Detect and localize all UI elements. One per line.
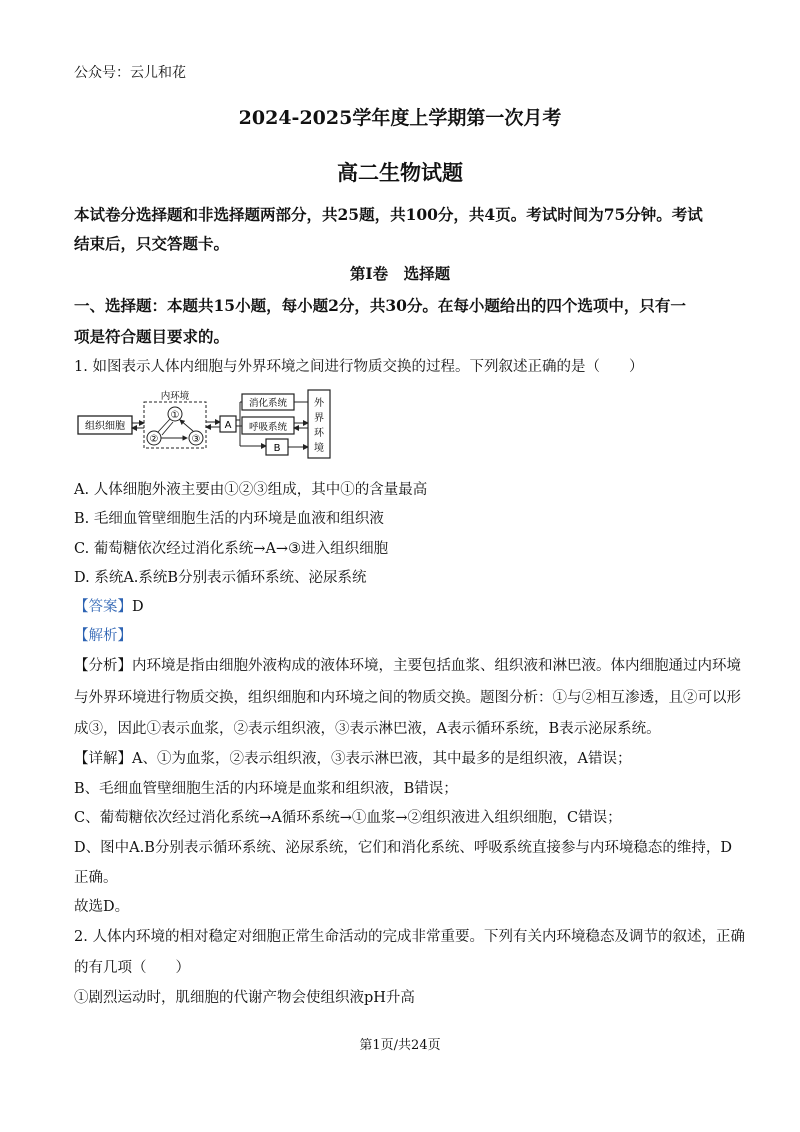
detail-line-3: C、葡萄糖依次经过消化系统→A循环系统→①血浆→②组织液进入组织细胞，C错误； <box>74 810 622 826</box>
answer-value: D <box>132 599 144 615</box>
question-2-stem-1: 2. 人体内环境的相对稳定对细胞正常生命活动的完成非常重要。下列有关内环境稳态及调节的叙述，正确 <box>74 929 745 945</box>
analysis-tag: 【解析】 <box>74 628 132 644</box>
intro-line-1: 本试卷分选择题和非选择题两部分，共25题，共100分，共4页。考试时间为75分钟。考试 <box>74 205 703 224</box>
xiangjie-tag: 【详解】 <box>74 751 132 767</box>
fenxi-tag: 【分析】 <box>74 658 132 674</box>
answer-line <box>74 595 144 616</box>
option-d: D. 系统A.系统B分别表示循环系统、泌尿系统 <box>74 570 367 586</box>
svg-text:环: 环 <box>314 428 324 439</box>
option-c: C. 葡萄糖依次经过消化系统→A→③进入组织细胞 <box>74 541 389 557</box>
option-b: B. 毛细血管壁细胞生活的内环境是血液和组织液 <box>74 511 384 527</box>
svg-text:③: ③ <box>191 434 201 445</box>
question-1-stem: 1. 如图表示人体内细胞与外界环境之间进行物质交换的过程。下列叙述正确的是（ ） <box>74 359 644 375</box>
watermark-text: 公众号：云儿和花 <box>74 65 186 81</box>
part-heading-line-1: 一、选择题：本题共15小题，每小题2分，共30分。在每小题给出的四个选项中，只有一 <box>74 296 686 315</box>
exchange-diagram <box>72 386 342 462</box>
exam-subtitle: 高二生物试题 <box>337 160 463 185</box>
inner-env-label: 内环境 <box>160 391 190 402</box>
page-footer: 第1页/共24页 <box>359 1038 441 1053</box>
analysis-line-2: 与外界环境进行物质交换，组织细胞和内环境之间的物质交换。题图分析：①与②相互渗透，且②可以形 <box>74 690 741 706</box>
analysis-line-3: 成③，因此①表示血浆，②表示组织液，③表示淋巴液，A表示循环系统，B表示泌尿系统。 <box>74 721 661 737</box>
part-heading-line-2: 项是符合题目要求的。 <box>74 327 230 346</box>
svg-text:境: 境 <box>314 443 324 454</box>
detail-line-1: 【详解】A、①为血浆，②表示组织液，③表示淋巴液，其中最多的是组织液，A错误； <box>74 751 632 767</box>
tissue-cell-label: 组织细胞 <box>85 421 125 432</box>
svg-text:①: ① <box>170 410 180 421</box>
section-title: 第Ⅰ卷 选择题 <box>349 264 451 283</box>
svg-text:②: ② <box>149 434 159 445</box>
system-a-label: A <box>224 420 232 431</box>
option-a: A. 人体细胞外液主要由①②③组成，其中①的含量最高 <box>74 482 428 498</box>
intro-line-2: 结束后，只交答题卡。 <box>74 234 230 253</box>
analysis-line-1: 【分析】内环境是指由细胞外液构成的液体环境，主要包括血浆、组织液和淋巴液。体内细胞通过内环境 <box>74 658 741 674</box>
svg-text:界: 界 <box>314 413 324 424</box>
question-2-stem-2: 的有几项（ ） <box>74 960 190 976</box>
respiratory-system-label: 呼吸系统 <box>248 422 288 433</box>
exam-title: 2024-2025学年度上学期第一次月考 <box>238 107 562 129</box>
question-2-item-1: ①剧烈运动时，肌细胞的代谢产物会使组织液pH升高 <box>74 990 415 1006</box>
answer-tag: 【答案】 <box>74 599 132 615</box>
detail-line-2: B、毛细血管壁细胞生活的内环境是血浆和组织液，B错误； <box>74 781 458 797</box>
detail-line-6: 故选D。 <box>74 899 130 915</box>
digestive-system-label: 消化系统 <box>248 398 288 409</box>
detail-line-4: D、图中A.B分别表示循环系统、泌尿系统，它们和消化系统、呼吸系统直接参与内环境稳态的维持，D <box>74 840 732 856</box>
detail-line-5: 正确。 <box>74 870 118 886</box>
system-b-label: B <box>273 443 281 454</box>
svg-text:外: 外 <box>314 398 324 409</box>
